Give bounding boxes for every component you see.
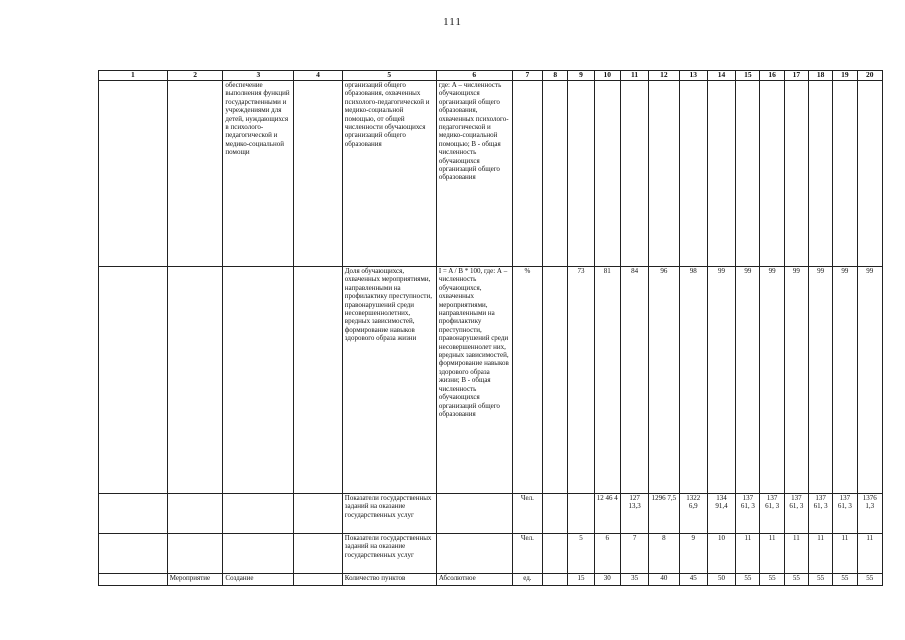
cell-value: 84 <box>620 267 648 494</box>
cell-value <box>760 81 784 267</box>
cell-unit: Чел. <box>512 494 542 534</box>
cell-value: 50 <box>707 574 735 586</box>
column-header: 1 <box>99 71 168 81</box>
cell-c5: Показатели государственных заданий на оказание государственных услуг <box>342 494 436 534</box>
cell-c1 <box>99 574 168 586</box>
cell-value <box>784 81 808 267</box>
cell-c5: Количество пунктов <box>342 574 436 586</box>
column-header: 19 <box>833 71 857 81</box>
cell-value <box>568 494 594 534</box>
cell-value: 11 <box>833 534 857 574</box>
column-header: 10 <box>594 71 620 81</box>
cell-c8 <box>543 267 568 494</box>
cell-value: 11 <box>760 534 784 574</box>
column-header: 16 <box>760 71 784 81</box>
cell-c4 <box>294 534 343 574</box>
cell-value: 55 <box>857 574 882 586</box>
cell-c3: Создание <box>223 574 294 586</box>
cell-value: 55 <box>809 574 833 586</box>
cell-c4 <box>294 574 343 586</box>
column-header: 7 <box>512 71 542 81</box>
cell-c2 <box>167 81 223 267</box>
cell-unit: ед. <box>512 574 542 586</box>
table-row <box>99 574 883 586</box>
cell-c6 <box>436 534 512 574</box>
cell-c2 <box>167 267 223 494</box>
column-header: 9 <box>568 71 594 81</box>
column-header: 14 <box>707 71 735 81</box>
cell-value: 137 61, 3 <box>760 494 784 534</box>
cell-c8 <box>543 494 568 534</box>
cell-value: 99 <box>784 267 808 494</box>
column-header: 18 <box>809 71 833 81</box>
cell-value: 134 91,4 <box>707 494 735 534</box>
cell-c4 <box>294 267 343 494</box>
cell-value: 137 61, 3 <box>833 494 857 534</box>
cell-value: 9 <box>679 534 707 574</box>
cell-value: 98 <box>679 267 707 494</box>
cell-value: 11 <box>857 534 882 574</box>
cell-c6: I = A / B * 100, где: А – численность обучающихся, охваченных мероприятиями, направленными на профилактику преступности, правонарушений среди несовершеннолет них, вредных зависимостей, формирование навыков здорового образа жизни; В - общая численность обучающихся организаций общего образования <box>436 267 512 494</box>
table-row <box>99 267 883 494</box>
column-header: 13 <box>679 71 707 81</box>
cell-unit <box>512 81 542 267</box>
cell-c2: Мероприятие <box>167 574 223 586</box>
cell-c6: где: А – численность обучающихся организаций общего образования, охваченных психолого-педагогической и медико-социальной помощью; В - общая численность обучающихся организаций общего образования <box>436 81 512 267</box>
cell-c8 <box>543 534 568 574</box>
cell-value: 5 <box>568 534 594 574</box>
cell-value: 11 <box>784 534 808 574</box>
cell-c3: обеспечение выполнения функций государственными и учреждениями для детей, нуждающихся в психолого-педагогической и медико-социальной помощи <box>223 81 294 267</box>
cell-value: 15 <box>568 574 594 586</box>
cell-c1 <box>99 494 168 534</box>
column-number-row <box>99 71 883 81</box>
cell-value: 35 <box>620 574 648 586</box>
cell-value: 137 61, 3 <box>784 494 808 534</box>
cell-value: 7 <box>620 534 648 574</box>
cell-c8 <box>543 574 568 586</box>
cell-value: 99 <box>809 267 833 494</box>
cell-value: 11 <box>809 534 833 574</box>
cell-c2 <box>167 534 223 574</box>
cell-value: 55 <box>760 574 784 586</box>
cell-c2 <box>167 494 223 534</box>
cell-value: 6 <box>594 534 620 574</box>
cell-value: 99 <box>833 267 857 494</box>
page-number: 111 <box>443 16 462 28</box>
cell-c6: Абсолютное <box>436 574 512 586</box>
cell-value: 1322 6,9 <box>679 494 707 534</box>
cell-c4 <box>294 81 343 267</box>
cell-value: 45 <box>679 574 707 586</box>
cell-unit: % <box>512 267 542 494</box>
cell-value <box>707 81 735 267</box>
cell-c3 <box>223 267 294 494</box>
cell-value <box>594 81 620 267</box>
cell-value: 1376 1,3 <box>857 494 882 534</box>
table-row <box>99 534 883 574</box>
column-header: 17 <box>784 71 808 81</box>
cell-c5: Доля обучающихся, охваченных мероприятиями, направленными на профилактику преступности, правонарушений среди несовершеннолетних, вредных зависимостей, формирование навыков здорового образа жизни <box>342 267 436 494</box>
cell-value: 81 <box>594 267 620 494</box>
cell-value: 55 <box>833 574 857 586</box>
cell-value <box>857 81 882 267</box>
cell-value <box>833 81 857 267</box>
cell-c8 <box>543 81 568 267</box>
cell-c5: Показатели государственных заданий на оказание государственных услуг <box>342 534 436 574</box>
cell-value: 30 <box>594 574 620 586</box>
column-header: 3 <box>223 71 294 81</box>
cell-value: 137 61, 3 <box>809 494 833 534</box>
cell-value: 12 46 4 <box>594 494 620 534</box>
cell-value: 55 <box>736 574 760 586</box>
table-row <box>99 494 883 534</box>
cell-c4 <box>294 494 343 534</box>
cell-c3 <box>223 494 294 534</box>
cell-value: 11 <box>736 534 760 574</box>
cell-value: 73 <box>568 267 594 494</box>
cell-value <box>649 81 679 267</box>
column-header: 8 <box>543 71 568 81</box>
cell-unit: Чел. <box>512 534 542 574</box>
column-header: 6 <box>436 71 512 81</box>
cell-value: 99 <box>857 267 882 494</box>
cell-value: 1296 7,5 <box>649 494 679 534</box>
column-header: 2 <box>167 71 223 81</box>
cell-value <box>809 81 833 267</box>
column-header: 5 <box>342 71 436 81</box>
cell-c6 <box>436 494 512 534</box>
indicator-table <box>98 70 883 586</box>
cell-value <box>736 81 760 267</box>
cell-value: 40 <box>649 574 679 586</box>
cell-c1 <box>99 81 168 267</box>
cell-value: 55 <box>784 574 808 586</box>
cell-c1 <box>99 267 168 494</box>
cell-value: 96 <box>649 267 679 494</box>
cell-c1 <box>99 534 168 574</box>
column-header: 15 <box>736 71 760 81</box>
cell-value: 8 <box>649 534 679 574</box>
cell-value: 127 13,3 <box>620 494 648 534</box>
column-header: 4 <box>294 71 343 81</box>
cell-value <box>679 81 707 267</box>
cell-value: 99 <box>736 267 760 494</box>
cell-c3 <box>223 534 294 574</box>
cell-value <box>620 81 648 267</box>
cell-value <box>568 81 594 267</box>
cell-value: 137 61, 3 <box>736 494 760 534</box>
table-row <box>99 81 883 267</box>
cell-c5: организаций общего образования, охваченных психолого-педагогической и медико-социальной помощью, от общей численности обучающихся организаций общего образования <box>342 81 436 267</box>
cell-value: 10 <box>707 534 735 574</box>
cell-value: 99 <box>760 267 784 494</box>
column-header: 11 <box>620 71 648 81</box>
cell-value: 99 <box>707 267 735 494</box>
column-header: 20 <box>857 71 882 81</box>
column-header: 12 <box>649 71 679 81</box>
